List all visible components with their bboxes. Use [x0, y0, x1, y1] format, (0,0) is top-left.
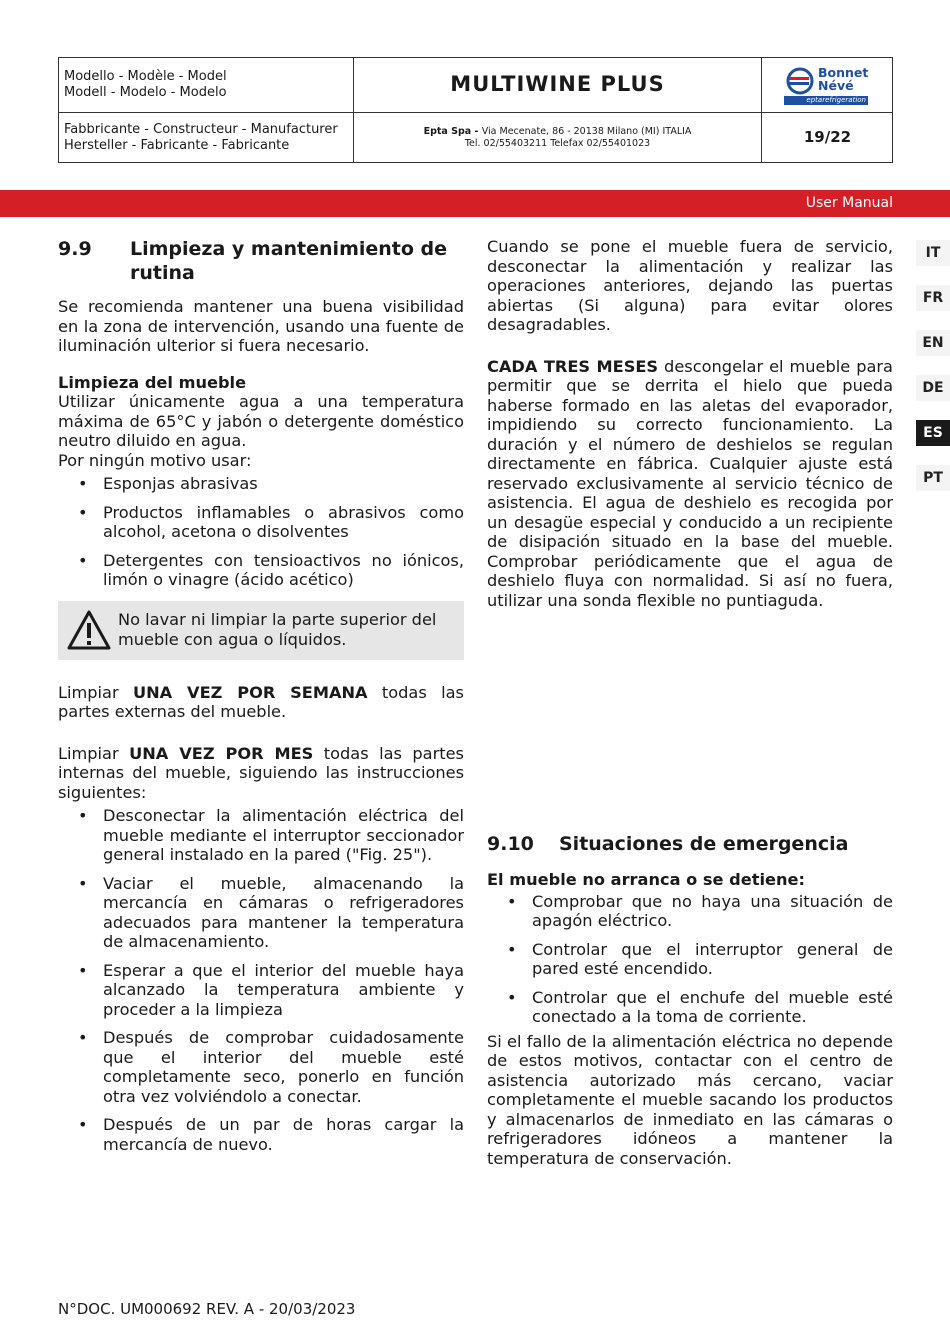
no-start-list — [487, 892, 893, 1027]
intro-paragraph: Se recomienda mantener una buena visibilidad en la zona de intervención, usando una fuente de iluminación ulterior si fuera necesario. — [58, 297, 464, 355]
weekly-cleaning-text — [58, 683, 464, 722]
header-divider — [59, 112, 892, 113]
model-label — [64, 69, 349, 101]
list-item: • Desconectar la alimentación eléctrica del mueble mediante el interruptor seccionador general instalado en la pared ("Fig. 25"). — [58, 806, 464, 865]
page-number: 19/22 — [803, 128, 852, 146]
logo-text-line-1: Bonnet — [818, 65, 869, 80]
list-item: • Esponjas abrasivas — [58, 474, 464, 494]
manufacturer-label — [64, 122, 349, 154]
warning-icon — [66, 609, 112, 651]
left-column — [58, 237, 464, 1163]
weekly-bold: UNA VEZ POR SEMANA — [132, 682, 368, 702]
warning-text: No lavar ni limpiar la parte superior del mueble con agua o líquidos. — [118, 610, 437, 649]
quarterly-bold: CADA TRES MESES — [487, 356, 659, 376]
section-title: Situaciones de emergencia — [559, 833, 849, 855]
monthly-cleaning-text — [58, 744, 464, 803]
model-label-line-1: Modello - Modèle - Model — [64, 69, 227, 84]
list-item: • Controlar que el enchufe del mueble esté conectado a la toma de corriente. — [487, 988, 893, 1027]
monthly-pre: Limpiar — [58, 743, 130, 763]
lang-tab-fr[interactable]: FR — [916, 285, 950, 311]
right-column — [487, 237, 893, 1168]
list-item: • Después de un par de horas cargar la mercancía de nuevo. — [58, 1115, 464, 1154]
logo-sub-bar: eptarefrigeration — [784, 96, 868, 105]
list-item: • Esperar a que el interior del mueble haya alcanzado la temperatura ambiente y proceder a la limpieza — [58, 961, 464, 1020]
manufacturer-label-line-1: Fabbricante - Constructeur - Manufacturer — [64, 122, 338, 137]
user-manual-label: User Manual — [805, 195, 893, 211]
document-header-table — [58, 57, 893, 163]
language-tabs — [916, 240, 950, 510]
list-item: • Vaciar el mueble, almacenando la mercancía en cámaras o refrigeradores adecuados para mantener la temperatura de almacenamiento. — [58, 874, 464, 952]
never-use-text: Por ningún motivo usar: — [58, 450, 252, 470]
quarterly-body: descongelar el mueble para permitir que se derrita el hielo que pueda haberse formado en las aletas del evaporador, impidiendo su correcto funcionamiento. La duración y el número de deshielos se regulan directamente en fábrica. Cualquier ajuste está reservado exclusivamente al servicio técnico de asistencia. El agua de deshielo es recogida por un desagüe especial y conducido a un recipiente de disipación situado en la base del mueble. Comprobar periódicamente que el agua de deshielo fluya con normalidad. Si así no fuera, utilizar una sonda flexible no puntiaguda. — [487, 356, 893, 610]
logo-text-line-2: Névé — [818, 78, 854, 93]
lang-tab-de[interactable]: DE — [916, 375, 950, 401]
no-start-heading: El mueble no arranca o se detiene: — [487, 870, 805, 889]
quarterly-text — [487, 357, 893, 611]
document-number: N°DOC. UM000692 REV. A - 20/03/2023 — [58, 1300, 356, 1318]
list-item: • Productos inflamables o abrasivos como alcohol, acetona o disolventes — [58, 503, 464, 542]
lang-tab-pt[interactable]: PT — [916, 465, 950, 491]
manufacturer-label-line-2: Hersteller - Fabricante - Fabricante — [64, 138, 290, 153]
monthly-steps-list — [58, 806, 464, 1154]
model-name: MULTIWINE PLUS — [450, 72, 665, 96]
failure-text: Si el fallo de la alimentación eléctrica no depende de estos motivos, contactar con el centro de asistencia autorizado más cercano, vaciar completamente el mueble sacando los productos y almacenarlos de inmediato en las cámaras o refrigeradores idóneos a mantener la temperatura de conservación. — [487, 1031, 893, 1168]
lang-tab-it[interactable]: IT — [916, 240, 950, 266]
warning-box — [58, 601, 464, 660]
list-item: • Comprobar que no haya una situación de apagón eléctrico. — [487, 892, 893, 931]
cleaning-heading: Limpieza del mueble — [58, 372, 247, 392]
logo-emblem-icon — [786, 67, 816, 95]
weekly-pre: Limpiar — [58, 682, 133, 702]
monthly-post: todas las partes internas del mueble, siguiendo las instrucciones siguientes: — [58, 743, 464, 802]
cleaning-text: Utilizar únicamente agua a una temperatura máxima de 65°C y jabón o detergente doméstico neutro diluido en agua. — [58, 392, 464, 450]
list-item: • Controlar que el interruptor general de pared esté encendido. — [487, 940, 893, 979]
lang-tab-es[interactable]: ES — [916, 420, 950, 446]
bonnet-neve-logo — [784, 66, 872, 106]
never-use-list — [58, 474, 464, 590]
monthly-bold: UNA VEZ POR MES — [129, 743, 314, 763]
section-9-10-heading — [487, 832, 893, 856]
section-number: 9.9 — [58, 238, 92, 260]
manufacturer-address — [354, 126, 761, 150]
section-number: 9.10 — [487, 833, 534, 855]
list-item: • Después de comprobar cuidadosamente que el interior del mueble esté completamente seco, ponerlo en función otra vez volviéndolo a conectar. — [58, 1028, 464, 1106]
list-item: • Detergentes con tensioactivos no iónicos, limón o vinagre (ácido acético) — [58, 551, 464, 590]
weekly-post: todas las partes externas del mueble. — [58, 682, 464, 721]
section-9-9-heading — [58, 237, 464, 285]
manufacturer-street: Via Mecenate, 86 - 20138 Milano (MI) ITALIA — [481, 126, 692, 137]
section-title: Limpieza y mantenimiento de rutina — [130, 238, 448, 284]
model-label-line-2: Modell - Modelo - Modelo — [64, 85, 227, 100]
logo-text — [818, 66, 868, 92]
brand-logo — [762, 58, 893, 112]
out-of-service-text: Cuando se pone el mueble fuera de servicio, desconectar la alimentación y realizar las operaciones anteriores, dejando las puertas abiertas (Si alguna) para evitar olores desagradables. — [487, 237, 893, 334]
manufacturer-phone: Tel. 02/55403211 Telefax 02/55401023 — [464, 138, 651, 149]
manufacturer-company: Epta Spa - — [423, 126, 482, 137]
lang-tab-en[interactable]: EN — [916, 330, 950, 356]
